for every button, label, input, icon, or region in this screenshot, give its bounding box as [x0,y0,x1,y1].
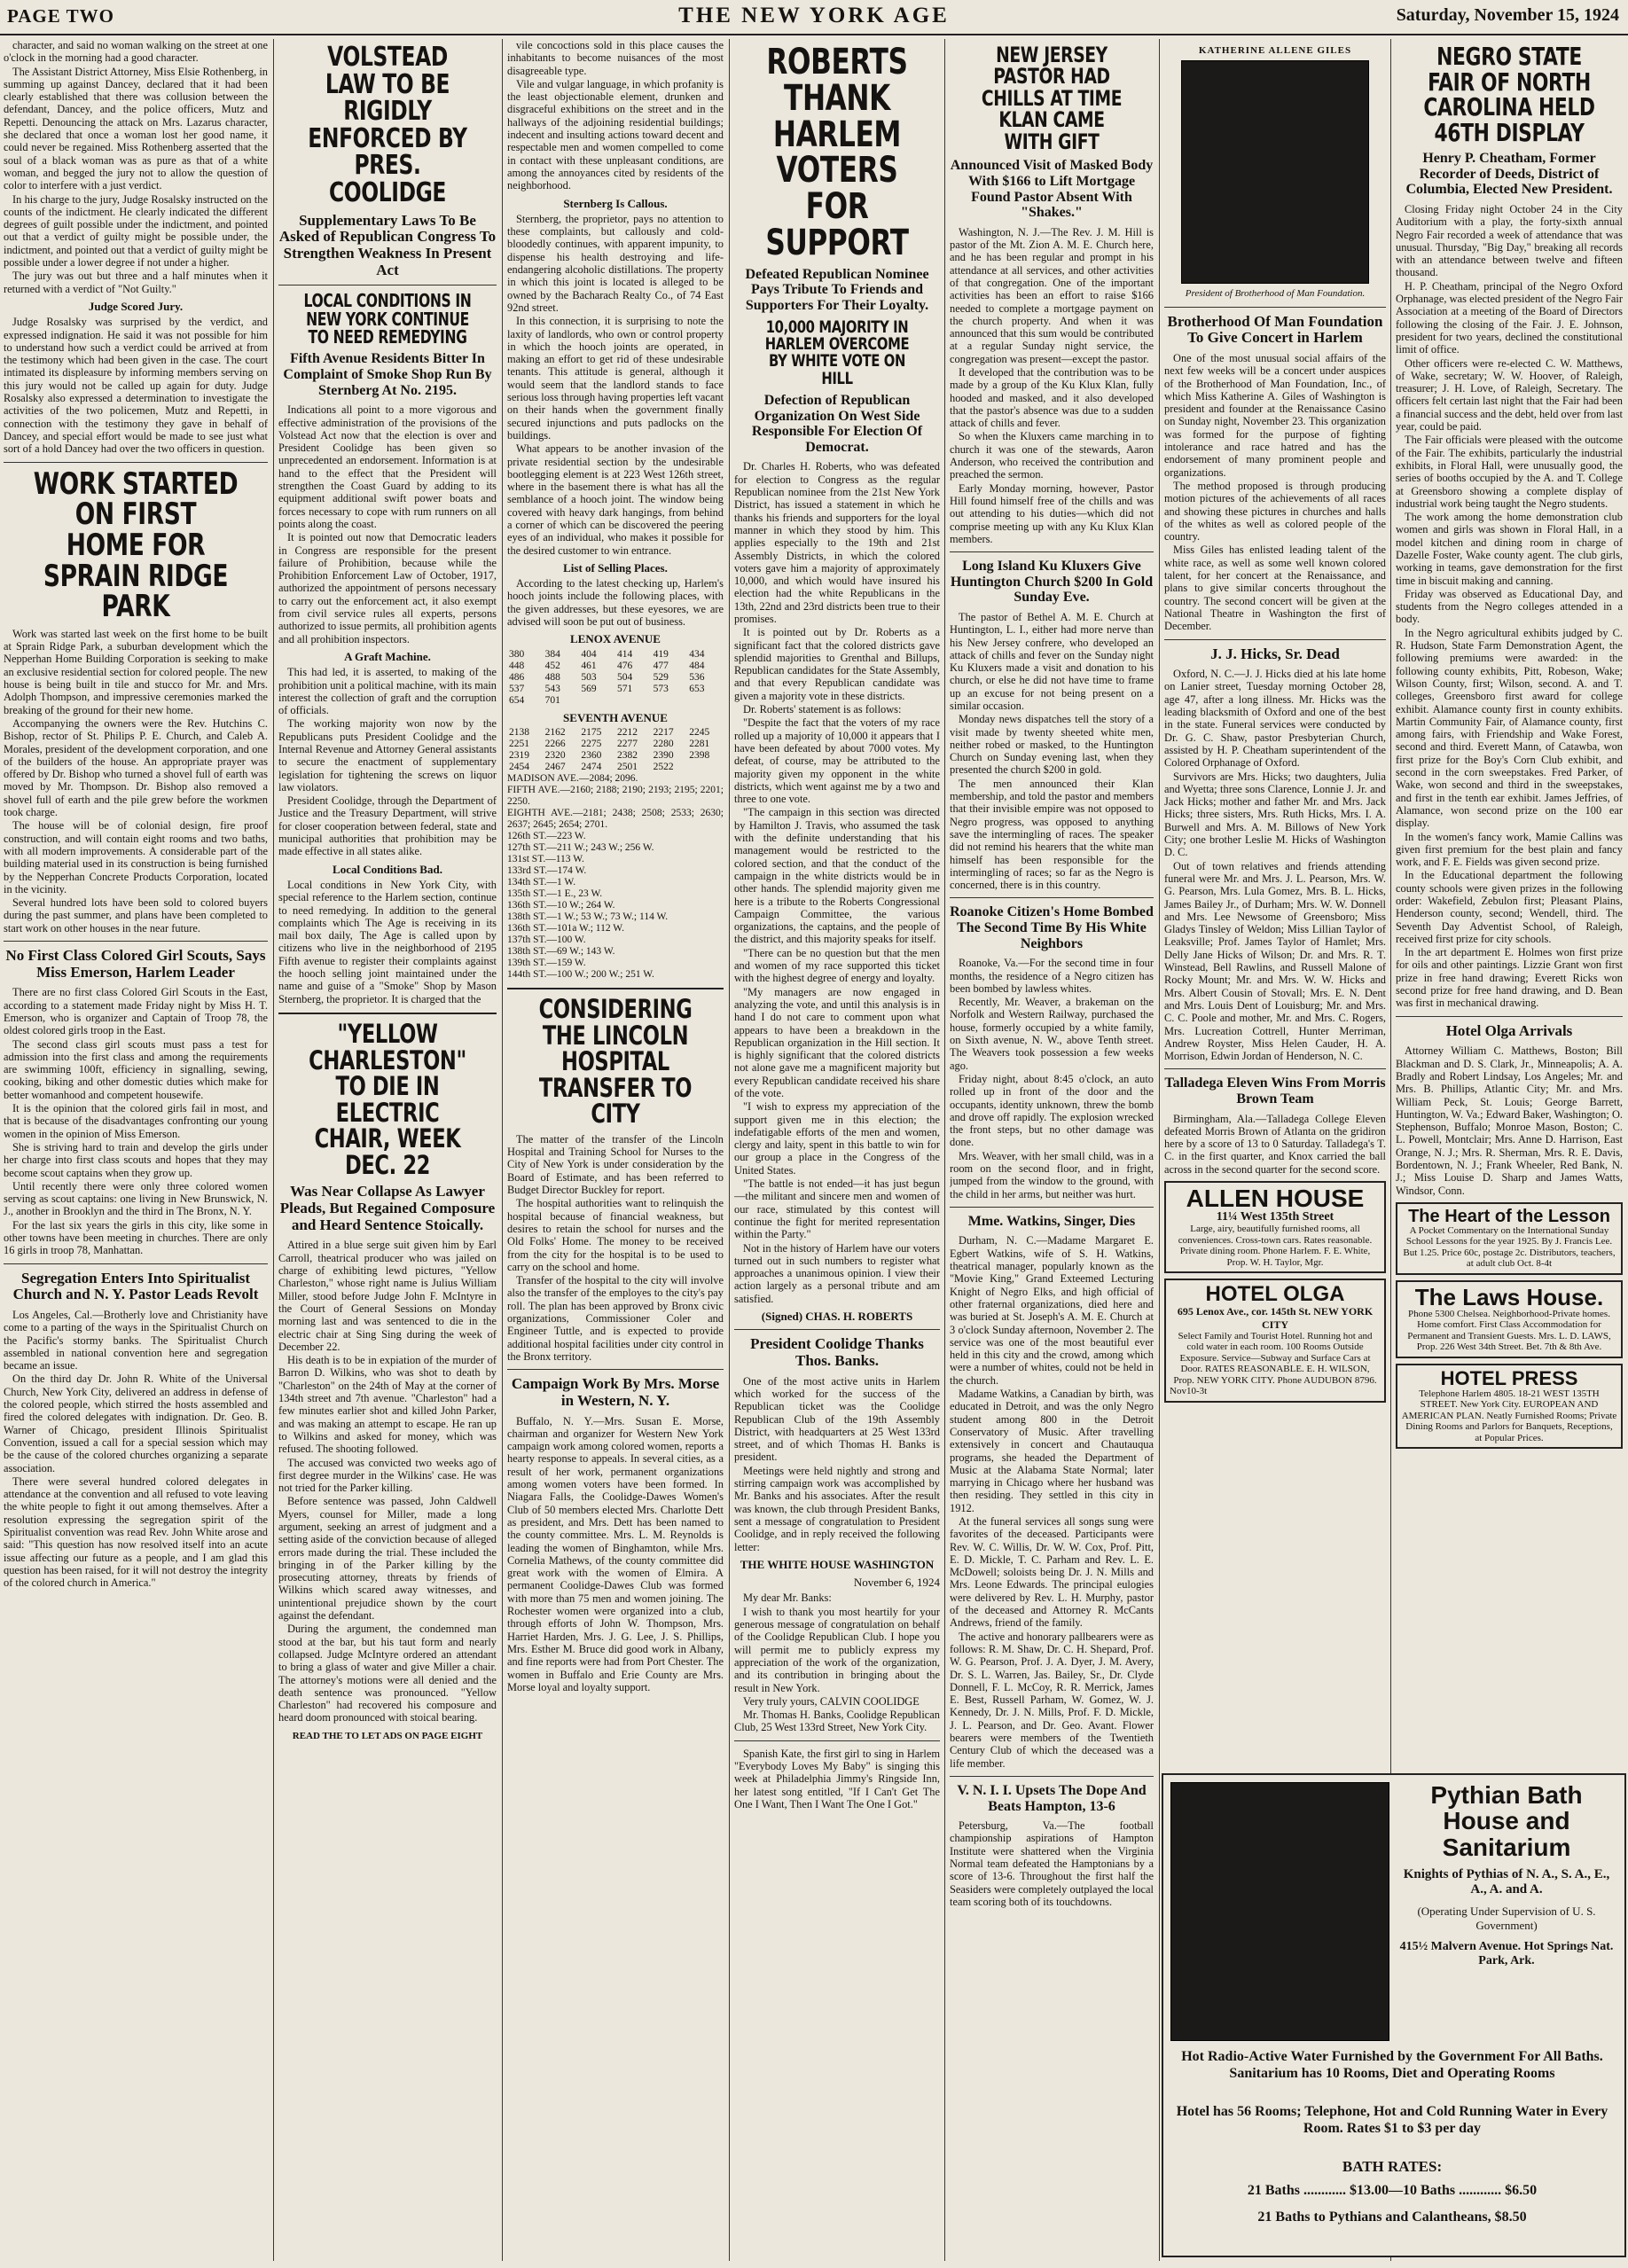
address-row [507,739,724,750]
subhead: LENOX AVENUE [570,632,661,646]
paragraph: Not in the history of Harlem have our voters turned out in such numbers to register what approaches a unanimous opinion. I view their action largely as a personal tribute and am satisfied. [734,1241,940,1305]
address-cell: 404 [581,648,597,660]
ad-body: Phone 5300 Chelsea. Neighborhood-Private homes. Home comfort. First Class Accommodation for Permanent and Transient Guests. Mrs. L. D. LAWS, Prop. 226 West 34th Street. Bet. 7th & 8th Ave. [1407,1308,1611,1353]
address-cell: 2280 [653,738,674,749]
divider [950,551,1154,552]
ad-body: A Pocket Commentary on the International Sunday School Lessons for the year 1925. By J. Francis Lee. But 1.25. Price 60c, postage 2c. Distributors, teachers, at adult club Oct. 8-4t [1403,1224,1616,1270]
ad-title: The Laws House. [1414,1283,1604,1310]
ad-title: Pythian Bath House and Sanitarium [1430,1781,1583,1861]
paragraph: Out of town relatives and friends attending funeral were Mr. and Mrs. J. L. Pearson, Mrs. W. G. Pearson, Mrs. Lula Gomez, Mrs. B. L. Hicks, James Bailey Jr., of Durham; Mrs. W. W. Donnell and Mrs. Lee Newsome of Greensboro; Miss Gladys Tinsley of Weldon; Miss Lillian Taylor of Leaksville; Prof. James Taylor of Hamlet; Mrs. Delly Jane Hicks of Wilson; Dr. and Mrs. R. T. Winstead, Bell Rawlins, and Russell Malone of Rocky Mount; Mr. and Mrs. W. W. Hicks and Mrs. Albert Cousin of Stovall; Mrs. E. N. Dent and Mrs. Louis Dent of Louisburg; Mr. and Mrs. C. C. Poole and mother, Mr. and Mrs. C. Rogers, Mrs. Lucreation Cottrell, Hunter Merriman, Andrew Royster, Miss Helen Cauder, H. A. Morrison, Edwin Jordan of Henderson, N. C. [1164,859,1386,1063]
headline-hicks: J. J. Hicks, Sr. Dead [1210,645,1340,662]
address-cell: 452 [544,660,560,671]
paragraph: Mrs. Weaver, with her small child, was in a room on the second floor, and in fright, jumped from the window to the ground, with the child in her arms, but neither was hurt. [950,1149,1154,1200]
ad-body: Select Family and Tourist Hotel. Running hot and cold water in each room. 100 Rooms Outside Exposure. Service—Subway and Surface Cars at Door. RATES REASONABLE. E. H. WILSON, Prop. NEW YORK CITY. Phone AUDUBON 8796. [1173,1330,1377,1386]
headline-yellow-charleston: "YELLOW CHARLESTON" TO DIE IN ELECTRIC CHAIR, WEEK DEC. 22 [309,1018,466,1180]
address-cell: 2245 [689,726,710,738]
address-cell: 701 [544,694,560,706]
deck-local-conditions: Fifth Avenue Residents Bitter In Complaint of Smoke Shop Run By Sternberg At No. 2195. [283,351,492,398]
address-cell: 2212 [616,726,638,738]
column-4 [734,39,940,2256]
paragraph: Birmingham, Ala.—Talladega College Eleven defeated Morris Brown of Atlanta on the gridiron here by a score of 13 to 0 Saturday. Talladega's T. C. in the first quarter, and Knox carried the ball across in the second quarter for the second score. [1164,1112,1386,1176]
address-cell: 2360 [581,749,602,761]
address-line: 137th ST.—100 W. [507,934,586,945]
paragraph: "Despite the fact that the voters of my race rolled up a majority of 10,000 it appears that I have been defeated by about 7000 votes. My defeat, of course, may be attributed to the majority given my opponent in the white districts, which went against me by a two and three to one vote. [734,716,940,806]
column-rule [944,39,945,2261]
address-cell: 2162 [544,726,566,738]
paragraph: Dr. Roberts' statement is as follows: [743,703,902,716]
headline-sprain-ridge: WORK STARTED ON FIRST HOME FOR SPRAIN RIDGE PARK [33,465,239,625]
address-row [507,750,724,762]
paragraph: This had led, it is asserted, to making of the prohibition unit a political machine, with its main interest the collection of graft and the corruption of officials. [278,666,497,717]
paragraph: Attorney William C. Matthews, Boston; Bill Blackman and D. S. Clark, Jr., Minneapolis; A. A. Bradly and Robert Lindsay, Los Angeles; Mr. and Mrs. B. Phillips, Atlantic City; Mr. and Mrs. William Peck, St. Louis; George Barrett, Huntington, W. Va.; Edward Baker, Washington; O. Stephenson, Buffalo; Monroe Mason, Boston; C. L. Powell, Montclair; Mrs. Anne D. Harrison, East Orange, N. J.; Mrs. R. Sherman, Mrs. R. E. Davis, Bordentown, N. J.; Frank Wheeler, Red Bank, N. J.; Miss Louise D. Sharp and James Watts, Windsor, Conn. [1396,1044,1623,1197]
address-cell: 384 [544,648,560,660]
divider [4,462,268,463]
deck-nj-pastor: Announced Visit of Masked Body With $166 to Lift Mortgage Found Pastor Absent With "Shakes." [950,158,1154,221]
paragraph: The active and honorary pallbearers were as follows: R. M. Shaw, Dr. C. H. Shepard, Prof. W. G. Pearson, Prof. J. A. Dyer, J. M. Avery, Dr. S. L. Warren, Jas. Bailey, Sr., Dr. Clyde Donnell, F. L. McCoy, R. R. Merrick, James E. Best, Russell Parham, W. Gomez, W. J. Kennedy, Dr. J. N. Mills, Prof. F. D. Mickle, J. L. Pearson, and Dr. Geo. Avant. Flower bearers were members of the Twentieth Century Club of which the deceased was a life member. [950,1630,1154,1770]
subhead: A Graft Machine. [344,649,431,663]
photo-label: KATHERINE ALLENE GILES [1198,45,1352,56]
paragraph: The jury was out but three and a half minutes when it returned with a verdict of "Not Guilty." [4,270,268,295]
paragraph: Meetings were held nightly and strong and stirring campaign work was accomplished by Mr. Banks and his associates. After the result was known, the club through President Banks, sent a message of congratulation to President Coolidge, and in reply received the following letter: [734,1464,940,1553]
paragraph: "My managers are now engaged in analyzing the vote, and until this analysis is in hand I do not care to comment upon what appears to have been a breakdown in the Republican organization in the Hill section. It is highly significant that the colored districts not alone gave me a magnificent majority but every Republican candidate received his share of the vote. [734,985,940,1099]
ad-body: Large, airy, beautifully furnished rooms, all conveniences. Cross-town cars. Rates reasonable. Private dining room. Phone Harlem. F. E. White, Prop. W. H. Taylor, Mgr. [1178,1224,1373,1268]
column-3 [507,39,724,2256]
address-cell [687,762,724,773]
paragraph: Until recently there were only three colored women serving as scout captains: one living in New Brunswick, N. J., another in Brooklyn and the third in The Bronx, N. Y. [4,1179,268,1218]
address-cell: 414 [616,648,633,660]
address-line: EIGHTH AVE.—2181; 2438; 2508; 2533; 2630; 2637; 2645; 2654; 2701. [507,807,724,830]
ad-address: 695 Lenox Ave., cor. 145th St. NEW YORK CITY [1177,1305,1374,1331]
letter-date: November 6, 1924 [853,1576,940,1590]
paragraph: Work was started last week on the first home to be built at Sprain Ridge Park, a suburban development which the Nepperhan Home Building Corporation is seeking to make an exclusive residential section for colored people. The new house is being built in tile and stucco for Mr. and Mrs. Adolph Thompson, and impressive ceremonies marked the breaking of the ground for their new home. [4,627,268,716]
paragraph: Madame Watkins, a Canadian by birth, was educated in Detroit, and was the only Negro student among 800 in the Detroit Conservatory of Music. After travelling extensively in concert and Chautauqua programs, she headed the Department of Music at the Alabama State Normal; later marrying in Chicago where her husband was then residing. They settled in this city in 1912. [950,1388,1154,1514]
paragraph: My dear Mr. Banks: [743,1592,832,1605]
column-2 [278,39,497,2256]
deck-volstead: Supplementary Laws To Be Asked of Republican Congress To Strengthen Weakness In Present Act [278,211,497,278]
headline-watkins: Mme. Watkins, Singer, Dies [967,1213,1136,1229]
address-cell: 2138 [509,726,529,738]
ad-title: The Heart of the Lesson [1408,1206,1610,1226]
subhead: Judge Scored Jury. [88,299,184,313]
ad-address: 11¼ West 135th Street [1216,1210,1334,1224]
paragraph: The men announced their Klan membership, and told the pastor and members that their invisible empire was not opposed to Negro progress, was opposed to anything save the intermingling of races. The speaker did not remind his hearers that the white man himself has been responsible for the intermingling of races; so far as the Negro is concerned, there is in this country. [950,777,1154,892]
address-list-streets [507,773,724,981]
paragraph: What appears to be another invasion of the private residential section by the undesirable bootlegging element is at 223 West 126th street, where in the basement there is what has all the semblance of a hooch joint. The window being covered with heavy dark hangings, from behind a corner of which can be discovered the peering eyes of an individual, who makes it possible for the desired customer to win entrance. [507,442,724,557]
masthead [0,0,1628,35]
letter-heading: THE WHITE HOUSE WASHINGTON [740,1557,935,1571]
address-cell: 2390 [653,749,674,761]
paragraph: One of the most active units in Harlem which worked for the success of the Republican ticket was the Coolidge Republican Club of the 19th Assembly District, with headquarters at 25 West 133rd street, and of which Thomas H. Banks is president. [734,1374,940,1464]
paragraph: Survivors are Mrs. Hicks; two daughters, Julia and Wyetta; three sons Clarence, Lonnie J. Jr. and Jack Hicks; mother and father Mr. and Mrs. Jack Hicks; three sisters, Mrs. Ruth Hicks, Mrs. I. A. Burwell and Mrs. A. M. Billows of New York City; one brother Leslie M. Hicks of Washington D. C. [1164,770,1386,859]
address-line: 138th ST.—1 W.; 53 W.; 73 W.; 114 W. [507,911,669,922]
address-row [507,695,724,707]
divider [1164,639,1386,640]
column-rule [729,39,730,2261]
address-row [507,727,724,739]
ad-pythian-bath-house [1162,1773,1626,2257]
address-cell: 2266 [544,738,566,749]
column-rule [502,39,503,2261]
headline-roanoke: Roanoke Citizen's Home Bombed The Second Time By His White Neighbors [950,904,1154,951]
subhead: List of Selling Places. [563,560,668,575]
signature-line: (Signed) CHAS. H. ROBERTS [761,1310,913,1324]
address-line: 127th ST.—211 W.; 243 W.; 256 W. [507,841,654,853]
address-cell: 2275 [581,738,602,749]
bath-house-photo [1170,1782,1389,2041]
footer-note: READ THE TO LET ADS ON PAGE EIGHT [292,1730,483,1741]
address-cell [579,695,615,707]
paragraph: In the art department E. Holmes won first prize for oils and other paintings. Lizzie Grant won first prize in free hand drawing; Everett Ricks won second prize for free hand drawing, and D. Bean was first in mechanical drawing. [1396,946,1623,1010]
headline-roberts: ROBERTS THANK HARLEM VOTERS FOR SUPPORT [765,42,909,263]
paragraph: Roanoke, Va.—For the second time in four months, the residence of a Negro citizen has been bombed by lawless whites. [950,957,1154,995]
paragraph: The matter of the transfer of the Lincoln Hospital and Training School for Nurses to the City of New York is under consideration by the Board of Estimate, and has been referred to Budget Director Buckley for report. [507,1132,724,1197]
divider [278,1013,497,1014]
address-table-seventh [507,727,724,773]
paragraph: The accused was convicted two weeks ago of first degree murder in the Wilkins' case. He was not tried for the Parker killing. [278,1456,497,1495]
paragraph: "The campaign in this section was directed by Hamilton J. Travis, who assumed the task with the definite understanding that his management would be restricted to the colored section, and that the conduct of the campaign in the white districts would be in other hands. The splendid majority given me here is a tribute to the Roberts Congressional Campaign Committee, the various organizations, the captains, and the people of the district, and this majority speaks for itself. [734,806,940,946]
paragraph: Mr. Thomas H. Banks, Coolidge Republican Club, 25 West 133rd Street, New York City. [734,1709,940,1734]
address-cell: 543 [544,683,560,694]
headline-talladega: Talladega Eleven Wins From Morris Brown Team [1164,1075,1386,1107]
deck-state-fair: Henry P. Cheatham, Former Recorder of Deeds, District of Columbia, Elected New President. [1405,151,1613,198]
column-rule [1159,39,1160,2261]
headline-majority: 10,000 MAJORITY IN HARLEM OVERCOME BY WHITE VOTE ON HILL [764,317,910,388]
paragraph: Los Angeles, Cal.—Brotherly love and Christianity have come to a parting of the ways in the Spiritualist Church on the Pacific's stormy banks. The Spiritualist Church assembled in national convention here and segregation became an issue. [4,1308,268,1373]
ad-body: (Operating Under Supervision of U. S. Government) [1417,1904,1596,1933]
paragraph: Local conditions in New York City, with special reference to the Harlem section, continue to need remedying. In addition to the general complaints which The Age is receiving in its mail box daily, The Age is called upon by citizens who live in the neighborhood of 2195 Fifth avenue to register their complaints against the hooch selling joint maintained under the name and guise of a "Smoke" Shop by Mason Sternberg, the proprietor. It is charged that the [278,878,497,1005]
paragraph: The pastor of Bethel A. M. E. Church at Huntington, L. I., either had more nerve than his New Jersey confrere, who developed an attack of chills and fever on the Sunday night Ku Kluxers made a visit and donation to his church, or else he did not have time to frame up an excuse for not being present on a similar occasion. [950,610,1154,712]
paragraph: Durham, N. C.—Madame Margaret E. Egbert Watkins, wife of S. H. Watkins, theatrical manager, popularly known as the "Movie King," Grand Exteemed Lecturing Knight of Negro Elks, and high official of other fraternal organizations, died here and was buried at St. Joseph's A. M. E. Church at 3 o'clock Sunday afternoon, November 2. The service was one of the most beautiful ever held in this city and the crowd, among which were a number of whites, could not be held in the church. [950,1234,1154,1387]
headline-lincoln-hospital: CONSIDERING THE LINCOLN HOSPITAL TRANSFER TO CITY [538,993,693,1130]
divider [950,1207,1154,1208]
address-cell: 448 [509,660,525,671]
paragraph: Transfer of the hospital to the city will involve also the transfer of the employes to the city's pay roll. The plan has been approved by Bronx civic organizations, Commissioner Coler and Engineer Tuttle, and is expected to provide additional hospital facilities under city control in the Bronx territory. [507,1274,724,1363]
headline-volstead: VOLSTEAD LAW TO BE RIGIDLY ENFORCED BY PRES. COOLIDGE [308,42,467,208]
address-line: FIFTH AVE.—2160; 2188; 2190; 2193; 2195; 2201; 2250. [507,784,724,807]
address-line: 135th ST.—1 E., 23 W. [507,888,603,899]
paragraph: Very truly yours, CALVIN COOLIDGE [743,1694,920,1708]
ad-rates-line-members: 21 Baths to Pythians and Calantheans, $8.50 [1257,2209,1527,2225]
paragraph: character, and said no woman walking on the street at one o'clock in the morning had a good character. [4,39,268,65]
paragraph: Judge Rosalsky was surprised by the verdict, and expressed indignation. He said it was not possible for him to understand how such a verdict could be arrived at from the testimony which had been given in the case. The court intimated its displeasure by informing members serving on this jury would not be called up again for duty. Judge Rosalsky also expressed a determination to investigate the activities of the two policemen, Mutz and Repetti, in connection with the testimony they gave in behalf of Dancey, and special effort would be made to see just what sort of a hold Dancey had over the two officers in question. [4,316,268,456]
divider [507,988,724,989]
column-5 [950,39,1154,2256]
paragraph: So when the Kluxers came marching in to church it was one of the stewards, Aaron Anderson, who received the contribution and preached the sermon. [950,430,1154,481]
paragraph: Other officers were re-elected C. W. Matthews, of Wake, secretary; W. W. Hoover, of Raleigh, treasurer; J. H. Love, of Raleigh, Secretary. The officers felt certain last night that the Fair had been a financial success and the debt, held over from last year, could be paid. [1396,356,1623,434]
address-cell: 537 [509,683,525,694]
address-row [507,661,724,672]
paragraph: His death is to be in expiation of the murder of Barron D. Wilkins, who was shot to death by "Charleston" on the 24th of May at the corner of 134th street and 7th avenue. "Charleston" had a few minutes earlier shot and killed John Parker, and was making an attempt to escape. He ran up to Wilkins and asked for money, which was refused. The shooting followed. [278,1354,497,1456]
address-cell: 503 [581,671,597,683]
paragraph: The Assistant District Attorney, Miss Elsie Rothenberg, in summing up against Dancey, declared that it had been clearly established that there was collusion between the defendant, Dancey, and the police officers, Mutz and Repetti. Denouncing the attack on Mrs. Lazarus character, she declared that once a woman lost her good name, it could never be regained. Miss Rothenberg asserted that the soul of a black woman was as pure as that of a white woman, and begged the jury not to allow the question of color to interfere with a just verdict. [4,65,268,192]
headline-long-island: Long Island Ku Kluxers Give Huntington Church $200 In Gold Sunday Eve. [950,559,1154,606]
divider [734,1329,940,1330]
address-line: 134th ST.—1 W. [507,876,576,888]
paragraph: I wish to thank you most heartily for your generous message of congratulation on behalf of the Coolidge Republican Club. I hope you will permit me to publicly express my appreciation of the work of the organization, and its contribution in bringing about the result in New York. [734,1605,940,1694]
address-line: 138th ST.—69 W.; 143 W. [507,945,615,957]
column-rule [273,39,274,2261]
portrait-photo [1181,60,1369,284]
divider [1164,307,1386,308]
photo-caption: President of Brotherhood of Man Foundation. [1185,288,1366,300]
address-line: MADISON AVE.—2084; 2096. [507,772,638,784]
address-cell: 529 [653,671,669,683]
address-cell [615,695,652,707]
address-cell: 419 [653,648,669,660]
ad-bath-features: Hot Radio-Active Water Furnished by the Government For All Baths. Sanitarium has 10 Rooms, Diet and Operating Rooms [1181,2049,1603,2081]
paragraph: Indications all point to a more vigorous and effective administration of the provisions of the Volstead Act now that the election is over and President Coolidge has been given so unprecedented an endorsement. Information is at hand to the effect that the President will strengthen the Coast Guard by adding to its equipment additional swift power boats and forces necessary to cope with rum runners on all points along the coast. [278,403,497,530]
divider [950,1776,1154,1777]
ad-heart-of-lesson [1396,1202,1623,1275]
paragraph: In his charge to the jury, Judge Rosalsky instructed on the counts of the indictment. He clearly indicated the different degrees of guilt possible under the indictment, and pointed out that a verdict of guilty might be possible under, the indictment, and pointed out that a verdict of guilty might be possible under a lower degree if not under a higher. [4,192,268,270]
address-cell: 654 [509,694,525,706]
headline-girl-scouts: No First Class Colored Girl Scouts, Says Miss Emerson, Harlem Leader [5,946,266,981]
paragraph: It is pointed out now that Democratic leaders in Congress are responsible for the present failure of Prohibition, because while the Prohibition Enforcement Law of October, 1917, authorized the appointment of persons necessary to carry out the enforcement act, it also exempt from civil service rules all experts, persons authorized to issue permits, all prohibition agents and all prohibition inspectors. [278,531,497,645]
paragraph: She is striving hard to train and develop the girls under her charge into first class scouts and hopes that they may become scout captains when they grow up. [4,1140,268,1179]
address-cell: 2217 [653,726,674,738]
ad-subtitle: Knights of Pythias of N. A., S. A., E., A., A. and A. [1403,1867,1610,1897]
headline-local-conditions: LOCAL CONDITIONS IN NEW YORK CONTINUE TO NEED REMEDYING [303,290,472,348]
ad-hotel-features: Hotel has 56 Rooms; Telephone, Hot and Cold Running Water in Every Room. Rates $1 to $3 per day [1176,2104,1608,2136]
ad-hotel-press [1396,1364,1623,1450]
paragraph: According to the latest checking up, Harlem's hooch joints include the following places, with the given addresses, but these eyesores, we are advised will soon be put out of business. [507,577,724,629]
paragraph: The house will be of colonial design, fire proof construction, and will contain eight rooms and two baths, with all modern improvements. A considerable part of the building material used in its construction is being furnished by the Nepperhan Concrete Products Corporation, located in the vicinity. [4,819,268,895]
paragraph: Monday news dispatches tell the story of a visit made by twenty sheeted white men, neither robed or masked, to the Huntington Church on Sunday evening last, when they presented the church $200 in gold. [950,713,1154,777]
address-cell: 536 [689,671,705,683]
address-cell: 2251 [509,738,529,749]
ad-address: 415½ Malvern Avenue. Hot Springs Nat. Park, Ark. [1399,1940,1614,1968]
divider [734,1740,940,1741]
paragraph: Miss Giles has enlisted leading talent of the white race, as well as some well known colored talent, for her concert at the Renaissance, and plans to give similar concerts throughout the country. The second concert will be given at the National Theatre in Washington the first of December. [1164,544,1386,633]
paragraph: In the Negro agricultural exhibits judged by C. R. Hudson, State Farm Demonstration Agent, the following premiums were awarded: in the following county exhibits, Pitt, Robeson, Wake; Wilson County, first; Wilson, second. A. and T. colleges, Greensboro first award for college exhibit. Alamance county first in county exhibits. Martin Community Fair, of Alamance county, first among fairs, with Friendship and Wake Forest, second and third. Everett Mann, of Catawba, won first prize for the Boy's Corn Club exhibit, and second in the corn sweepstakes. Fred Parker, of Wake, won second and third in the sweepstakes, and first in the tenth ear exhibit. James Jeffries, of Alamance, won second prize on the 100 ear display. [1396,626,1623,830]
paragraph: The work among the home demonstration club women and girls was shown in Floral Hall, in a model kitchen and dining room in charge of Dazelle Foster, Wake county agent. The club girls, working in teams, gave demonstration for the first time in biscuit making and canning. [1396,511,1623,587]
address-cell: 2398 [689,749,710,761]
address-cell: 2320 [544,749,566,761]
paragraph: Petersburg, Va.—The football championship aspirations of Hampton Institute were shattered when the Virginia Normal team defeated the Hamptonians by a score of 13-6. Throughout the first half the Seasiders were completely outplayed the local team scoring both of its touchdowns. [950,1819,1154,1908]
ad-title: ALLEN HOUSE [1186,1185,1365,1213]
divider [507,1369,724,1370]
paragraph: Closing Friday night October 24 in the City Auditorium with a play, the forty-sixth annual Negro Fair recorded a week of attendance that was unusual. Thursday, "Big Day," breaking all records with an attendance between twelve and fifteen thousand. [1396,202,1623,279]
subhead: Sternberg Is Callous. [563,196,668,210]
paragraph: Friday night, about 8:45 o'clock, an auto rolled up in front of the door and the occupants, identity unknown, threw the bomb and drove off rapidly. The explosion wrecked the front steps, but no other damage was done. [950,1072,1154,1149]
address-cell: 2467 [544,761,566,772]
paragraph: At the funeral services all songs sung were favorites of the deceased. Participants were Rev. W. C. Willis, Dr. W. W. Cox, Prof. Pitt, E. D. Mickle, T. C. Parham and Rev. L. E. McDowell; soloists being Dr. J. N. Mills and Mrs. Leone Edwards. The principal eulogies were delivered by Rev. L. H. Murphy, pastor of the deceased and Attorney R. McCants Andrews, friend of the family. [950,1515,1154,1630]
paragraph: "The battle is not ended—it has just begun—the militant and sincere men and women of our race, stimulated by this contest will continue the fight for merited representation within the Party." [734,1177,940,1241]
paragraph: In this connection, it is surprising to note the laxity of landlords, who own or control property in which the hooch joints are operated, in making an effort to get rid of these undesirable tenants. This attitude is general, although it would seem that the landlord stands to face serious loss through having properties left vacant on their hands when the government finally secured injunctions and puts padlocks on the buildings. [507,315,724,442]
address-cell: 486 [509,671,525,683]
divider [1396,1016,1623,1017]
address-cell [687,695,724,707]
paragraph: Attired in a blue serge suit given him by Earl Carroll, theatrical producer who was jailed on charge of exhibiting lewd pictures, "Yellow Charleston," whose right name is Julius William Miller, stood before Judge John F. McIntyre in the Court of General Sessions on Monday morning last and was sentenced to die in the electric chair at Sing Sing during the week of December 22. [278,1239,497,1353]
headline-state-fair: NEGRO STATE FAIR OF NORTH CAROLINA HELD 46TH DISPLAY [1423,42,1595,147]
paragraph: H. P. Cheatham, principal of the Negro Oxford Orphanage, was elected president of the Negro Fair Association at a meeting of the Board of Directors following the closing of the Fair. J. E. Johnson, president for two years, declined the constitutional limit of office. [1396,279,1623,356]
paragraph: vile concoctions sold in this place causes the inhabitants to become nuisances of the most disagreeable type. [507,39,724,77]
paragraph: One of the most unusual social affairs of the next few weeks will be a concert under auspices of the Brotherhood of Man Foundation, Inc., of which Miss Katherine A. Giles of Washington is president and founder at the Renaissance Casino on Sunday night, November 23. This organization was formed for the purpose of fighting intolerance and race hatred and has the endorsement of many prominent people and organizations. [1164,351,1386,479]
address-cell: 2522 [653,761,674,772]
address-cell: 2454 [509,761,529,772]
paragraph: There are no first class Colored Girl Scouts in the East, according to a statement made Friday night by Miss H. T. Emerson, who is organizer and Captain of Troop 78, the oldest colored girls troop in the East. [4,986,268,1037]
paragraph: Spanish Kate, the first girl to sing in Harlem "Everybody Loves My Baby" is singing this week at Philadelphia Jimmy's Ringside Inn, her latest song entitled, "If I Can't Get The One I Want, Then I Want The One I Got." [734,1747,940,1810]
paragraph: It developed that the contribution was to be made by a group of the Ku Klux Klan, fully hooded and masked, and it also developed that the pastor's absence was due to a sudden attack of chills and fever. [950,365,1154,430]
address-cell [652,695,688,707]
address-cell: 2281 [689,738,710,749]
paragraph: In the women's fancy work, Mamie Callins was given first premium for the best plain and fancy work, and F. E. Fields was given second prize. [1396,830,1623,869]
ad-allen-house [1164,1181,1386,1273]
ad-hotel-olga [1164,1279,1386,1403]
issue-date: Saturday, November 15, 1924 [1396,5,1619,25]
deck-yellow-charleston: Was Near Collapse As Lawyer Pleads, But Regained Composure and Heard Sentence Stoically. [279,1183,496,1233]
headline-brotherhood: Brotherhood Of Man Foundation To Give Concert in Harlem [1167,312,1383,347]
address-cell: 477 [653,660,669,671]
address-row [507,672,724,684]
paragraph: Sternberg, the proprietor, pays no attention to these complaints, but callously and cold-bloodedly continues, with apparent impunity, to dispense his health destroying and life-endangering alcoholic distillations. The property in which this joint is located is alleged to be owned by the Bacharach Realty Co., of 74 East 92nd street. [507,212,724,314]
paragraph: "There can be no question but that the men and women of my race supported this ticket with the highest degree of energy and loyalty. [734,946,940,985]
headline-vnii-hampton: V. N. I. I. Upsets The Dope And Beats Hampton, 13-6 [957,1782,1147,1814]
paragraph: Oxford, N. C.—J. J. Hicks died at his late home on Lanier street, Tuesday morning October 28, age 47, after a long illness. Mr. Hicks was the leading blacksmith of Oxford and one of the best in the state. Funeral services were conducted by Dr. G. C. Shaw, pastor Presbyterian Church, assisted by H. P. Cheatham superintendent of the Colored Orphanage of Oxford. [1164,668,1386,770]
paragraph: For the last six years the girls in this city, like some in other towns have been meeting in churches. There are only 16 girls in troop 78, Manhattan. [4,1218,268,1257]
subhead: SEVENTH AVENUE [563,710,668,724]
address-line: 144th ST.—100 W.; 200 W.; 251 W. [507,968,654,980]
paragraph: The method proposed is through producing motion pictures of the achievements of all races and showing these pictures in churches and halls of the whites as well as colored people of the country. [1164,479,1386,544]
divider [4,1263,268,1264]
address-line: 136th ST.—10 W.; 264 W. [507,899,615,911]
address-line: 136th ST.—101a W.; 112 W. [507,922,624,934]
paragraph: Buffalo, N. Y.—Mrs. Susan E. Morse, chairman and organizer for Western New York campaign work among colored women, reports a hearty response to appeals. In several cities, as a result of her work, permanent organizations among women voters have been formed. In Niagara Falls, the Coolidge-Dawes Women's Club of 50 members elected Mrs. Charlotte Dett as president, and Mrs. Dett has been named to the county committee. Mrs. L. M. Reynolds is leading the women of Binghamton, while Mrs. Cornelia Mathews, of the county committee did great work with the women of Elmira. A permanent Coolidge-Dawes Club was formed with more than 75 men and women joining. The Rochester women were organized into a club, through efforts of John W. Thompson, Mrs. Harriet Harden, Mrs. J. G. Lee, J. S. Phillips, Mrs. Esther M. Bruce did good work in Albany, and fine reports were had from Port Chester. The women in Buffalo and Erie County are Mrs. Morse loyal and loyalty support. [507,1414,724,1693]
paragraph: Vile and vulgar language, in which profanity is the least objectionable element, drunken and disgraceful exhibitions on the street and in the hallways of the adjoining residential buildings; indecent and insulting actions toward decent and respectable men and women compelled to come in contact with these unpleasant conditions, are among the annoyances cited by residents of the neighborhood. [507,77,724,192]
subhead: Local Conditions Bad. [333,862,442,876]
paragraph: The working majority won now by the Republicans puts President Coolidge and the Internal Revenue and Attorney General assistants to secure the enactment of supplementary legislation for tightening the screws on liquor law violators. [278,717,497,794]
address-cell: 2382 [616,749,638,761]
headline-olga-arrivals: Hotel Olga Arrivals [1445,1021,1573,1039]
address-cell: 434 [689,648,705,660]
paragraph: The hospital authorities want to relinquish the hospital because of financial weakness, but desires to retain the school for nurses and the Old Folks' Home. The money to be received from the city for the hospital is to be used to carry on the school and home. [507,1197,724,1273]
ad-title: HOTEL PRESS [1440,1366,1578,1389]
ad-pythian-text [1396,1782,1617,1968]
paragraph: During the argument, the condemned man stood at the bar, but his taut form and nearly collapsed. Judge McIntyre ordered an attendant to bring a glass of water and give Miller a chair. The attorney's motions were all denied and the death sentence was pronounced. "Yellow Charleston" had recovered his composure and heard doom pronounced with stoical bearing. [278,1623,497,1724]
paragraph: President Coolidge, through the Department of Justice and the Treasury Department, will strive for closer cooperation between federal, state and municipal authorities that prohibition may be made effective in all states alike. [278,794,497,858]
paragraph: Washington, N. J.—The Rev. J. M. Hill is pastor of the Mt. Zion A. M. E. Church here, and he has been regular and prompt in his attendance at all services, and other activities of that congregation. One of the important activities has been an effort to raise $166 needed to complete a mortgage payment on the church property. And when it was announced that this sum would be contributed at a regular Sunday night service, the congregation was present—except the pastor. [950,225,1154,365]
deck-roberts: Defeated Republican Nominee Pays Tribute To Friends and Supporters For Their Loyalty. [745,266,929,313]
article-dancey-continued [4,39,268,456]
address-cell: 2277 [616,738,638,749]
paragraph: It is the opinion that the colored girls fail in most, and that is because of the disadvantages confronting our young women in the opinion of Miss Emerson. [4,1102,268,1140]
paragraph: There were several hundred colored delegates in attendance at the convention and all refused to vote leaving the white people to fight it out among themselves. After a resolution expressing the segregation spirit of the Spiritualist convention was read Rev. John White arose and said: "This question has now resolved itself into an acute issue affecting our future as a people, and I am glad this question has been raised, for it will not destroy the integrity of the colored church in America." [4,1474,268,1590]
ad-laws-house [1396,1280,1623,1358]
address-cell: 484 [689,660,705,671]
address-cell: 653 [689,683,705,694]
paragraph: Recently, Mr. Weaver, a brakeman on the Norfolk and Western Railway, purchased the house, formerly occupied by a white family, on Sixth avenue, N. W., above Tenth street. The Weavers took possession a few weeks ago. [950,996,1154,1072]
address-cell: 571 [616,683,633,694]
paragraph: In the Educational department the following county schools were given prizes in the following order: Wakefield, Zebulon first; Pleasant Plains, Henderson county, second; Wendell, third. The Seventh Day Adventist School, of Raleigh, received first prize for city schools. [1396,869,1623,945]
address-cell: 461 [581,660,597,671]
paragraph: Friday was observed as Educational Day, and students from the Negro colleges attended in a body. [1396,587,1623,626]
divider [4,941,268,942]
headline-morse-campaign: Campaign Work By Mrs. Morse in Western, N. Y. [511,1375,720,1409]
address-cell: 569 [581,683,597,694]
deck-majority: Defection of Republican Organization On West Side Responsible For Election Of Democrat. [751,393,923,455]
headline-nj-pastor: NEW JERSEY PASTOR HAD CHILLS AT TIME KLAN CAME WITH GIFT [981,43,1123,154]
address-row [507,762,724,773]
ad-footnote: Nov10-3t [1170,1386,1208,1397]
paragraph: "I wish to express my appreciation of the support given me in this election; the indefatigable efforts of the men and women, clergy and laity, spent in this battle to win for our group a place in the Congress of the United States. [734,1100,940,1177]
address-cell: 488 [544,671,560,683]
address-cell: 2319 [509,749,529,761]
address-line: 139th ST.—159 W. [507,957,586,968]
paragraph: Several hundred lots have been sold to colored buyers during the past summer, and plans have been completed to start work on other houses in the near future. [4,896,268,935]
ad-body: Telephone Harlem 4805. 18-21 WEST 135TH STREET. New York City. EUROPEAN AND AMERICAN PLAN. Neatly Furnished Rooms; Private Dining Rooms and Parlors for Banquets, Receptions, at Popular Prices. [1401,1388,1617,1443]
address-line: 133rd ST.—174 W. [507,864,587,876]
paragraph: The second class girl scouts must pass a test for admission into the first class and among the requirements are swimming 100ft, efficiency in signalling, sewing, cooking, biking and other domestic duties which make for better womanhood and competent housewife. [4,1037,268,1101]
address-cell: 504 [616,671,633,683]
divider [1164,1068,1386,1069]
page-label: PAGE TWO [7,5,114,27]
divider [950,897,1154,898]
address-cell: 2474 [581,761,602,772]
headline-segregation: Segregation Enters Into Spiritualist Church and N. Y. Pastor Leads Revolt [12,1269,259,1303]
address-cell: 573 [653,683,669,694]
column-1 [4,39,268,2256]
paragraph: On the third day Dr. John R. White of the Universal Church, New York City, delivered an address in defense of the colored people, which stirred the hosts assembled and fired the colored delegates with indignation. Dr. Geo. B. Warner of Chicago, president Illinois Spiritualist Convention, issued a call for a special session which may be the cause of the colored churches organizing a separate association. [4,1373,268,1474]
paragraph: The Fair officials were pleased with the outcome of the Fair. The exhibits, particularly the industrial exhibits, in Floral Hall, were unusually good, the series of booths occupied by the A. and T. College at Greensboro showing a complete display of industrial work being taught the Negro students. [1396,434,1623,510]
paragraph: Accompanying the owners were the Rev. Hutchins C. Bishop, rector of St. Philips P. E. Church, and Caleb A. Morales, president of the development corporation, and one of the builders of the house. An appropriate prayer was offered by Dr. Bishop who turned a shovel full of earth was moved by Mr. Thompson. Dr. Bishop also removed a shovel full of earth and the pile grew before the workmen took charge. [4,716,268,819]
headline-coolidge-banks: President Coolidge Thanks Thos. Banks. [750,1335,924,1370]
address-line: 131st ST.—113 W. [507,853,584,864]
address-cell: 2501 [616,761,638,772]
ad-rates-label: BATH RATES: [1342,2158,1443,2175]
address-row [507,684,724,695]
address-row [507,649,724,661]
address-cell: 380 [509,648,525,660]
address-table-lenox [507,649,724,707]
paragraph: It is pointed out by Dr. Roberts as a significant fact that the colored districts gave splendid majorities to Grenthal and Billups, Republican candidates for the State Assembly, and that every Republican candidate was given a majority vote in these districts. [734,626,940,702]
address-line: 126th ST.—223 W. [507,830,586,841]
paragraph: Before sentence was passed, John Caldwell Myers, counsel for Miller, made a long argument, seeking an arrest of judgment and a setting aside of the conviction because of alleged errors made during the trial. These included the bringing in of the Parker killing by the prosecuting attorney, threats by friends of Wilkins which scared away witnesses, and unintentional prejudice shown by the court against the defendant. [278,1495,497,1623]
address-cell: 476 [616,660,633,671]
ad-title: HOTEL OLGA [1205,1282,1345,1307]
paper-title: THE NEW YORK AGE [678,4,950,27]
address-cell: 2175 [581,726,602,738]
paragraph: Early Monday morning, however, Pastor Hill found himself free of the chills and was out attending to his duties—which did not comprise meeting up with any Ku Klux Klan members. [950,481,1154,545]
paragraph: Dr. Charles H. Roberts, who was defeated for election to Congress as the regular Republican nominee from the 21st New York District, has issued a statement in which he thanks his friends and supporters for the loyal manner in which they stood by him. This applies especially to the 19th and 21st Assembly Districts, in which the colored voters gave him a majority of approximately 10,000, and which would have insured his election had the white Republicans in the 13th, 22nd and 23rd districts been true to their promises. [734,460,940,625]
ad-rates-line: 21 Baths ............ $13.00—10 Baths ............ $6.50 [1247,2183,1538,2198]
